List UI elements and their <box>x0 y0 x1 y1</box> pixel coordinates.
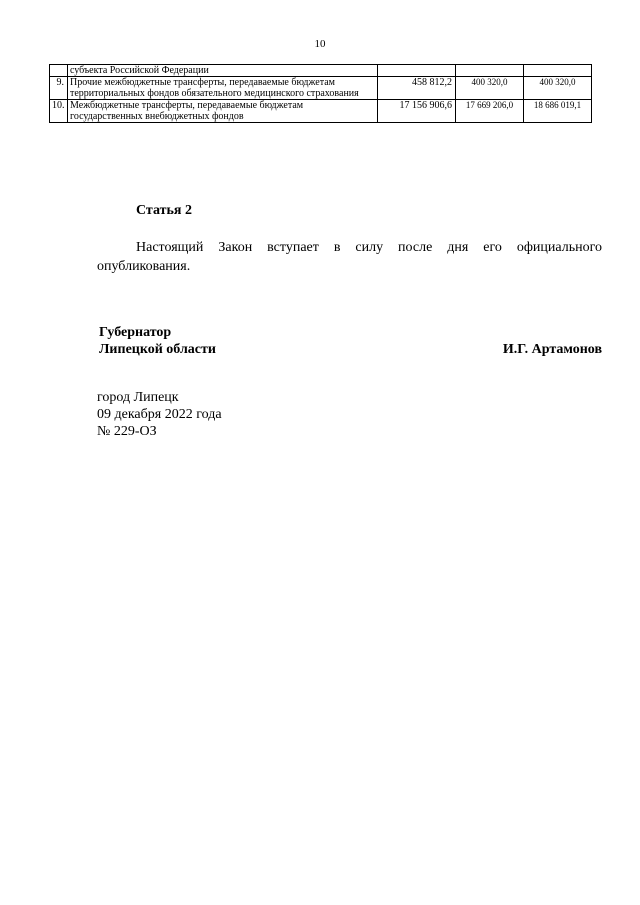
row-value-2023: 17 669 206,0 <box>456 100 524 123</box>
row-value-2022: 17 156 906,6 <box>378 100 456 123</box>
row-value-2024: 18 686 019,1 <box>524 100 592 123</box>
article-paragraph <box>97 238 602 276</box>
row-description: субъекта Российской Федерации <box>68 65 378 77</box>
page-number: 10 <box>314 38 326 50</box>
table-row <box>50 100 592 123</box>
row-number: 10. <box>50 100 68 123</box>
table-row <box>50 77 592 100</box>
row-description: Прочие межбюджетные трансферты, передаваемые бюджетам территориальных фондов обязательного медицинского страхования <box>68 77 378 100</box>
budget-table <box>49 64 592 123</box>
article-text-line-2: опубликования. <box>97 259 191 274</box>
table-row <box>50 65 592 77</box>
row-value-2024 <box>524 65 592 77</box>
article-text-line-1: Настоящий Закон вступает в силу после дня его официального <box>136 240 602 255</box>
row-value-2024: 400 320,0 <box>524 77 592 100</box>
law-number: № 229-ОЗ <box>97 424 157 439</box>
signatory-position-line-1: Губернатор <box>99 325 172 340</box>
city: город Липецк <box>97 390 179 405</box>
row-value-2022 <box>378 65 456 77</box>
signature-block <box>99 324 602 358</box>
place-date-block <box>97 389 222 440</box>
article-title: Статья 2 <box>136 203 192 218</box>
row-value-2022: 458 812,2 <box>378 77 456 100</box>
row-number: 9. <box>50 77 68 100</box>
row-number <box>50 65 68 77</box>
signatory-position-line-2: Липецкой области <box>99 342 216 357</box>
law-date: 09 декабря 2022 года <box>97 407 222 422</box>
row-value-2023: 400 320,0 <box>456 77 524 100</box>
row-value-2023 <box>456 65 524 77</box>
signatory-name: И.Г. Артамонов <box>502 342 602 357</box>
row-description: Межбюджетные трансферты, передаваемые бюджетам государственных внебюджетных фондов <box>68 100 378 123</box>
